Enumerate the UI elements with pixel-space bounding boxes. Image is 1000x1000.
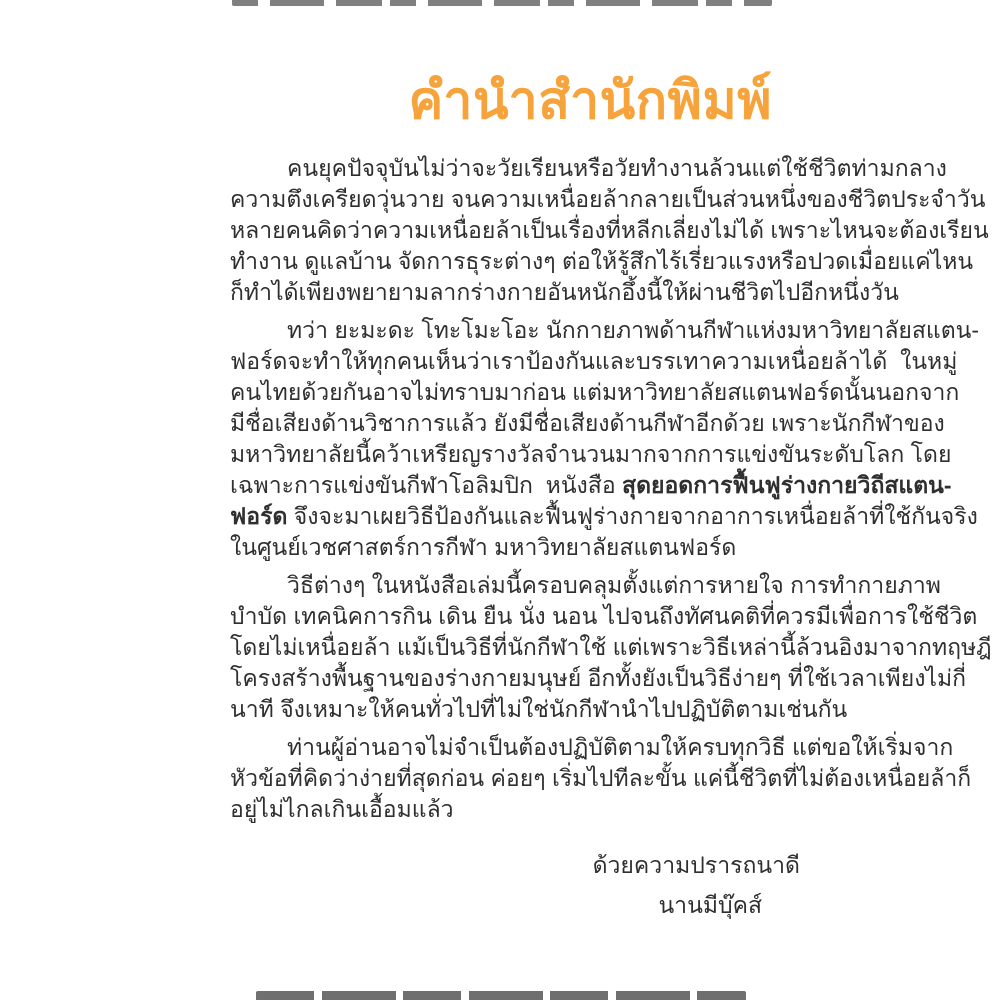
text-line: คนยุคปัจจุบันไม่ว่าจะวัยเรียนหรือวัยทำงานล้วนแต่ใช้ชีวิตท่ามกลาง [287,155,947,181]
text-line: หลายคนคิดว่าความเหนื่อยล้าเป็นเรื่องที่หลีกเลี่ยงไม่ได้ เพราะไหนจะต้องเรียน [230,217,989,243]
text-line: ฟอร์ดจะทำให้ทุกคนเห็นว่าเราป้องกันและบรรเทาความเหนื่อยล้าได้ ในหมู่ [230,348,958,374]
text-line: โดยไม่เหนื่อยล้า แม้เป็นวิธีที่นักกีฬาใช้ แต่เพราะวิธีเหล่านี้ล้วนอิงมาจากทฤษฎี [230,634,992,660]
text-line: บำบัด เทคนิคการกิน เดิน ยืน นั่ง นอน ไปจนถึงทัศนคติที่ควรมีเพื่อการใช้ชีวิต [230,603,978,629]
page-top-print-artifact [232,0,772,6]
text-line: ทว่า ยะมะดะ โทะโมะโอะ นักกายภาพด้านกีฬาแห่งมหาวิทยาลัยสแตน- [287,317,980,343]
text-line: โครงสร้างพื้นฐานของร่างกายมนุษย์ อีกทั้งยังเป็นวิธีง่ายๆ ที่ใช้เวลาเพียงไม่กี่ [230,665,967,691]
text-line: อยู่ไม่ไกลเกินเอื้อมแล้ว [230,796,454,822]
signoff-block [593,845,800,925]
paragraph [230,732,972,825]
page-bottom-print-artifact [256,991,746,1000]
text-line: ความตึงเครียดวุ่นวาย จนความเหนื่อยล้ากลายเป็นส่วนหนึ่งของชีวิตประจำวัน [230,186,986,212]
text-line: หัวข้อที่คิดว่าง่ายที่สุดก่อน ค่อยๆ เริ่มไปทีละขั้น แค่นี้ชีวิตที่ไม่ต้องเหนื่อยล้าก็ [230,765,972,791]
text-line: ทำงาน ดูแลบ้าน จัดการธุระต่างๆ ต่อให้รู้สึกไร้เรี่ยวแรงหรือปวดเมื่อยแค่ไหน [230,248,974,274]
text-line: ก็ทำได้เพียงพยายามลากร่างกายอันหนักอึ้งนี้ให้ผ่านชีวิตไปอีกหนึ่งวัน [230,279,899,305]
text-line: มหาวิทยาลัยนี้คว้าเหรียญรางวัลจำนวนมากจากการแข่งขันระดับโลก โดย [230,441,952,467]
text-line: คนไทยด้วยกันอาจไม่ทราบมาก่อน แต่มหาวิทยาลัยสแตนฟอร์ดนั้นนอกจาก [230,379,960,405]
paragraph [230,570,992,725]
text-line: ท่านผู้อ่านอาจไม่จำเป็นต้องปฏิบัติตามให้ครบทุกวิธี แต่ขอให้เริ่มจาก [287,734,954,760]
text-line: นาที จึงเหมาะให้คนทั่วไปที่ไม่ใช่นักกีฬานำไปปฏิบัติตามเช่นกัน [230,696,848,722]
preface-body [230,153,992,832]
signoff-publisher-name: นานมีบุ๊คส์ [658,892,762,918]
text-line: วิธีต่างๆ ในหนังสือเล่มนี้ครอบคลุมตั้งแต่การหายใจ การทำกายภาพ [287,572,941,598]
text-line: ในศูนย์เวชศาสตร์การกีฬา มหาวิทยาลัยสแตนฟอร์ด [230,534,737,560]
paragraph [230,153,989,308]
text-line: ฟอร์ด จึงจะมาเผยวิธีป้องกันและฟื้นฟูร่างกายจากอาการเหนื่อยล้าที่ใช้กันจริง [230,503,978,529]
paragraph [230,315,980,563]
page-title: คำนำสำนักพิมพ์ [408,72,772,130]
text-line: มีชื่อเสียงด้านวิชาการแล้ว ยังมีชื่อเสียงด้านกีฬาอีกด้วย เพราะนักกีฬาของ [230,410,945,436]
signoff-wishes-line: ด้วยความปรารถนาดี [592,852,800,878]
text-line: เฉพาะการแข่งขันกีฬาโอลิมปิก หนังสือ สุดยอดการฟื้นฟูร่างกายวิถีสแตน- [230,472,952,498]
